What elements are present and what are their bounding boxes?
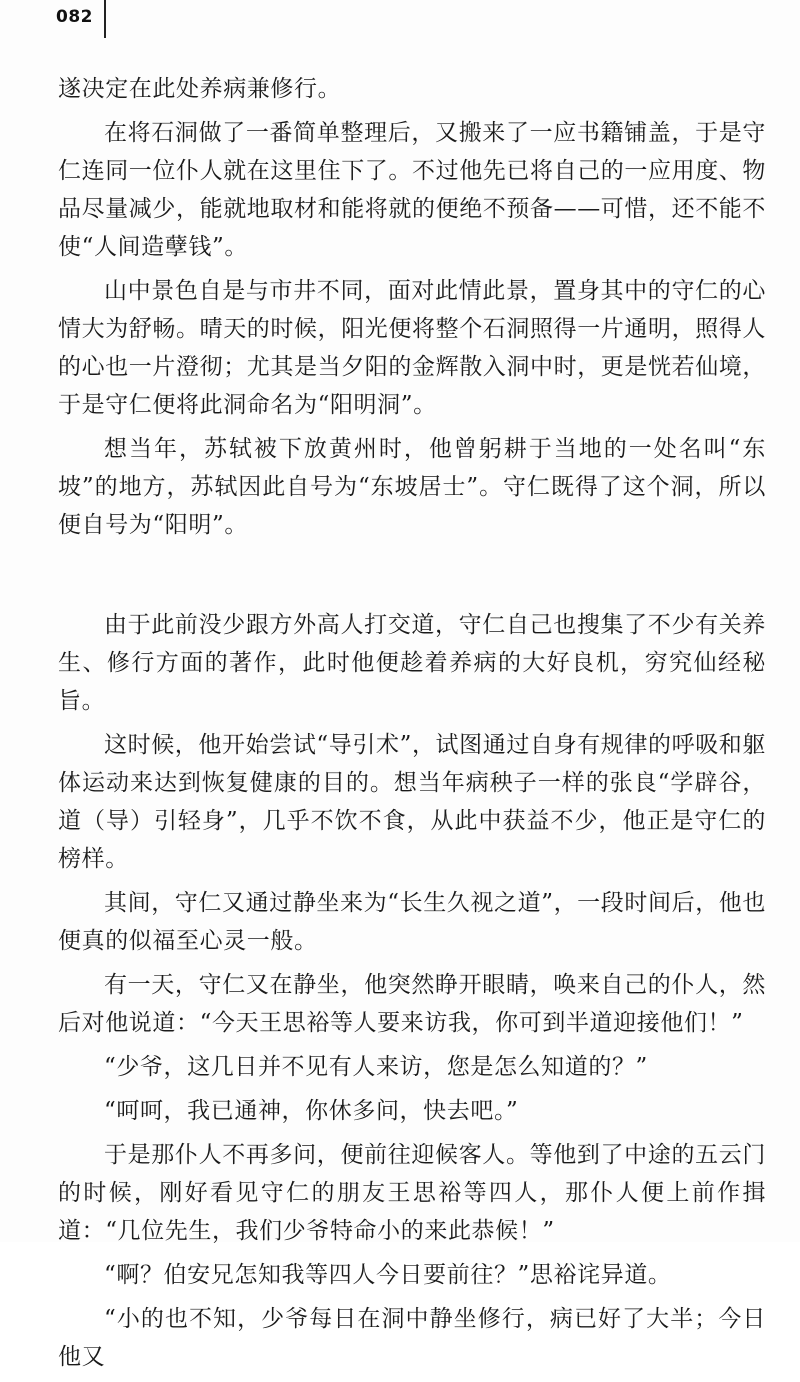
- section-break: [58, 550, 766, 606]
- page-number: 082: [56, 7, 93, 27]
- paragraph: “呵呵，我已通神，你休多问，快去吧。”: [104, 1098, 519, 1124]
- paragraph: 山中景色自是与市井不同，面对此情此景，置身其中的守仁的心情大为舒畅。晴天的时候，阳光便将整个石洞照得一片通明，照得人的心也一片澄彻；尤其是当夕阳的金辉散入洞中时，更是恍若仙境，于是守仁便将此洞命名为“阳明洞”。: [58, 278, 766, 418]
- paragraph: “小的也不知，少爷每日在洞中静坐修行，病已好了大半；今日他又: [58, 1306, 766, 1370]
- paragraph: 有一天，守仁又在静坐，他突然睁开眼睛，唤来自己的仆人，然后对他说道：“今天王思裕等人要来访我，你可到半道迎接他们！”: [58, 972, 766, 1036]
- paragraph: 在将石洞做了一番简单整理后，又搬来了一应书籍铺盖，于是守仁连同一位仆人就在这里住下了。不过他先已将自己的一应用度、物品尽量减少，能就地取材和能将就的便绝不预备——可惜，还不能不使“人间造孽钱”。: [58, 120, 766, 260]
- paragraph: 想当年，苏轼被下放黄州时，他曾躬耕于当地的一处名叫“东坡”的地方，苏轼因此自号为“东坡居士”。守仁既得了这个洞，所以便自号为“阳明”。: [58, 436, 766, 538]
- paragraph: “啊？伯安兄怎知我等四人今日要前往？”思裕诧异道。: [104, 1262, 672, 1288]
- header-divider: [104, 0, 106, 38]
- page-header: [56, 0, 93, 34]
- paragraph: 这时候，他开始尝试“导引术”，试图通过自身有规律的呼吸和躯体运动来达到恢复健康的目的。想当年病秧子一样的张良“学辟谷，道（导）引轻身”，几乎不饮不食，从此中获益不少，他正是守仁的榜样。: [58, 732, 766, 872]
- paragraph: 遂决定在此处养病兼修行。: [58, 76, 342, 102]
- paragraph: 由于此前没少跟方外高人打交道，守仁自己也搜集了不少有关养生、修行方面的著作，此时他便趁着养病的大好良机，穷究仙经秘旨。: [58, 612, 766, 714]
- page-body: [58, 70, 766, 1382]
- paragraph: “少爷，这几日并不见有人来访，您是怎么知道的？”: [104, 1054, 648, 1080]
- paragraph: 于是那仆人不再多问，便前往迎候客人。等他到了中途的五云门的时候，刚好看见守仁的朋友王思裕等四人，那仆人便上前作揖道：“几位先生，我们少爷特命小的来此恭候！”: [58, 1142, 766, 1244]
- paragraph: 其间，守仁又通过静坐来为“长生久视之道”，一段时间后，他也便真的似福至心灵一般。: [58, 890, 766, 954]
